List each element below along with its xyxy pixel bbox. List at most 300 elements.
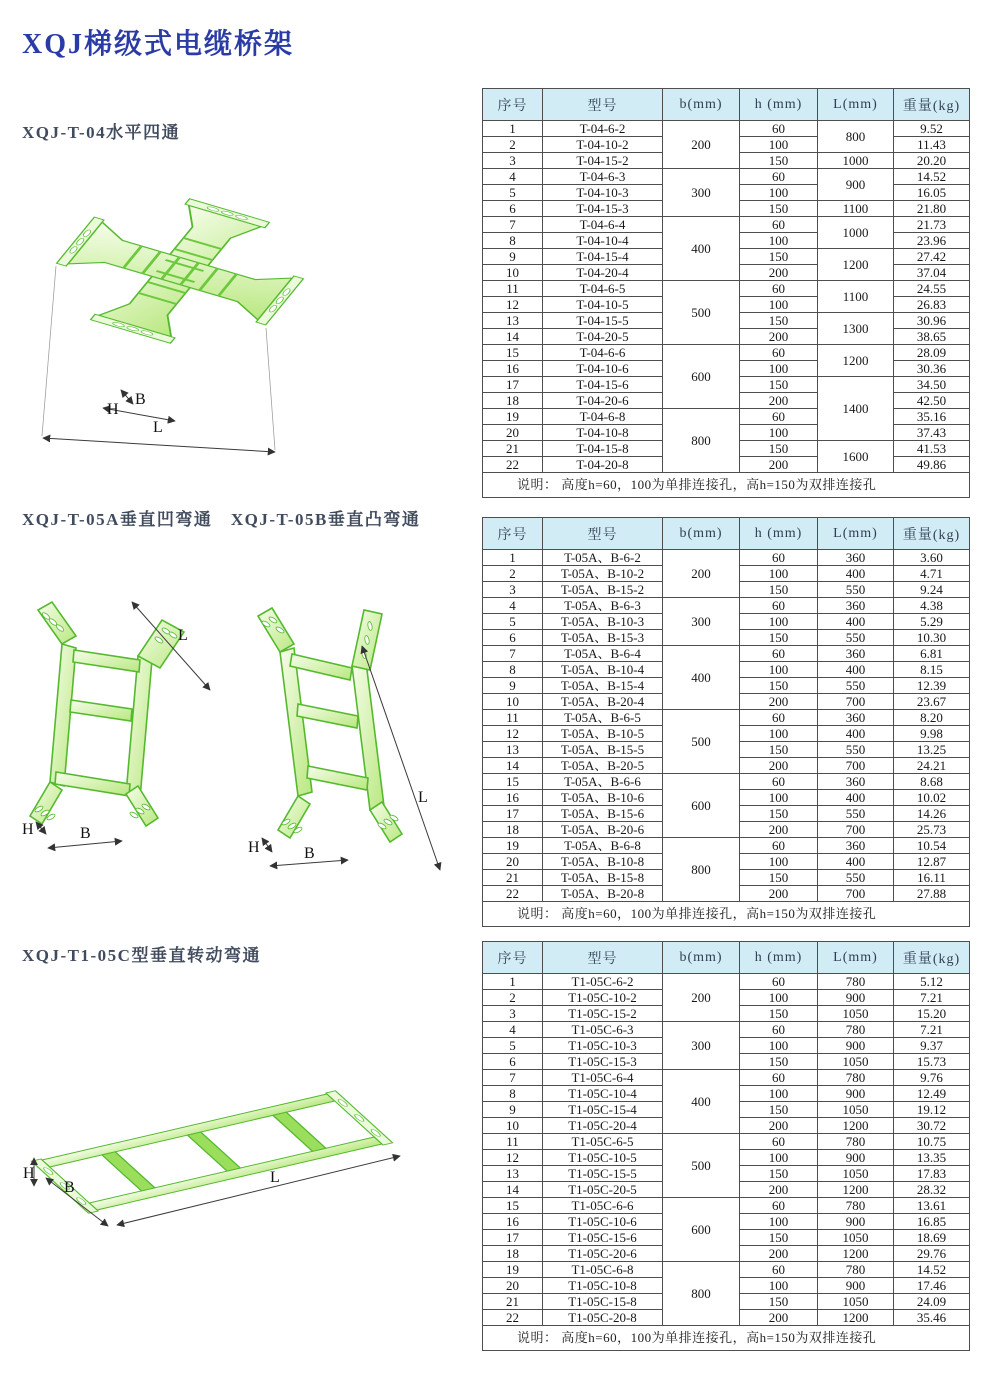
model-cell: T-04-20-8 [543,457,663,473]
model-cell: T-05A、B-10-5 [543,726,663,742]
weight-cell: 49.86 [894,457,970,473]
column-header: h (mm) [740,518,818,550]
weight-cell: 7.21 [894,990,970,1006]
index-cell: 18 [483,822,543,838]
weight-cell: 9.37 [894,1038,970,1054]
h-cell: 100 [740,990,818,1006]
index-cell: 18 [483,393,543,409]
model-cell: T-04-15-6 [543,377,663,393]
column-header: 重量(kg) [894,518,970,550]
l-cell: 550 [818,806,894,822]
l-cell: 1050 [818,1054,894,1070]
h-cell: 200 [740,393,818,409]
weight-cell: 13.35 [894,1150,970,1166]
ladder-body [31,1091,392,1213]
dim-label-b: B [135,391,146,408]
l-cell: 900 [818,1086,894,1102]
model-cell: T-05A、B-20-5 [543,758,663,774]
model-cell: T-05A、B-6-3 [543,598,663,614]
l-cell: 360 [818,550,894,566]
weight-cell: 19.12 [894,1102,970,1118]
l-cell: 700 [818,758,894,774]
dim-label-h: H [248,839,260,856]
dim-label-l: L [178,627,188,644]
table-row [483,838,970,854]
model-cell: T-05A、B-6-4 [543,646,663,662]
column-header: 序号 [483,89,543,121]
l-cell: 550 [818,742,894,758]
convex-dimensions [248,646,440,870]
l-cell: 900 [818,1278,894,1294]
diagram-four-way-cross [25,160,355,485]
table-row [483,217,970,233]
b-cell: 400 [663,217,740,281]
weight-cell: 13.25 [894,742,970,758]
b-cell: 300 [663,598,740,646]
index-cell: 13 [483,313,543,329]
h-cell: 200 [740,1246,818,1262]
model-cell: T1-05C-6-2 [543,974,663,990]
diagram-vertical-bends [12,580,452,910]
dim-label-l: L [270,1169,280,1186]
weight-cell: 10.02 [894,790,970,806]
model-cell: T-05A、B-15-3 [543,630,663,646]
h-cell: 150 [740,1294,818,1310]
l-cell: 360 [818,774,894,790]
index-cell: 10 [483,1118,543,1134]
cross-tray-body [26,180,334,363]
index-cell: 17 [483,1230,543,1246]
h-cell: 60 [740,1070,818,1086]
h-cell: 60 [740,838,818,854]
model-cell: T-05A、B-6-8 [543,838,663,854]
table-row [483,550,970,566]
dim-label-h: H [22,821,34,838]
table-note: 说明： 高度h=60，100为单排连接孔，高h=150为双排连接孔 [483,1326,970,1351]
index-cell: 6 [483,201,543,217]
b-cell: 800 [663,1262,740,1326]
weight-cell: 37.04 [894,265,970,281]
concave-bend-piece [30,602,184,826]
column-header: b(mm) [663,89,740,121]
index-cell: 1 [483,121,543,137]
l-cell: 1400 [818,377,894,441]
note-row [483,1326,970,1351]
h-cell: 60 [740,1134,818,1150]
section-heading-t1-05c: XQJ-T1-05C型垂直转动弯通 [22,946,261,965]
model-cell: T-04-6-3 [543,169,663,185]
h-cell: 60 [740,1262,818,1278]
h-cell: 150 [740,582,818,598]
l-cell: 1200 [818,1118,894,1134]
spec-table-t04 [482,88,970,498]
index-cell: 2 [483,566,543,582]
weight-cell: 35.46 [894,1310,970,1326]
weight-cell: 37.43 [894,425,970,441]
weight-cell: 6.81 [894,646,970,662]
h-cell: 60 [740,281,818,297]
index-cell: 5 [483,614,543,630]
l-cell: 360 [818,710,894,726]
weight-cell: 4.71 [894,566,970,582]
h-cell: 100 [740,614,818,630]
index-cell: 13 [483,1166,543,1182]
l-cell: 780 [818,1134,894,1150]
model-cell: T1-05C-20-4 [543,1118,663,1134]
model-cell: T-05A、B-20-6 [543,822,663,838]
model-cell: T-04-15-2 [543,153,663,169]
h-cell: 150 [740,249,818,265]
model-cell: T-04-10-3 [543,185,663,201]
weight-cell: 7.21 [894,1022,970,1038]
index-cell: 15 [483,1198,543,1214]
b-cell: 600 [663,345,740,409]
table-note: 说明： 高度h=60，100为单排连接孔，高h=150为双排连接孔 [483,473,970,498]
weight-cell: 21.73 [894,217,970,233]
weight-cell: 25.73 [894,822,970,838]
h-cell: 100 [740,790,818,806]
l-cell: 400 [818,854,894,870]
h-cell: 200 [740,1118,818,1134]
weight-cell: 23.96 [894,233,970,249]
model-cell: T1-05C-10-4 [543,1086,663,1102]
column-header: 型号 [543,942,663,974]
h-cell: 60 [740,710,818,726]
index-cell: 14 [483,1182,543,1198]
h-cell: 150 [740,1230,818,1246]
weight-cell: 29.76 [894,1246,970,1262]
weight-cell: 18.69 [894,1230,970,1246]
column-header: 重量(kg) [894,89,970,121]
l-cell: 700 [818,694,894,710]
weight-cell: 16.05 [894,185,970,201]
index-cell: 4 [483,598,543,614]
model-cell: T-04-10-6 [543,361,663,377]
index-cell: 9 [483,249,543,265]
index-cell: 12 [483,297,543,313]
index-cell: 7 [483,1070,543,1086]
weight-cell: 5.29 [894,614,970,630]
spec-table-t05ab [482,517,970,927]
index-cell: 18 [483,1246,543,1262]
index-cell: 1 [483,974,543,990]
h-cell: 100 [740,425,818,441]
model-cell: T1-05C-15-6 [543,1230,663,1246]
weight-cell: 12.87 [894,854,970,870]
l-cell: 1000 [818,153,894,169]
diagram-rotating-bend-ladder [22,1040,442,1310]
h-cell: 60 [740,646,818,662]
b-cell: 300 [663,169,740,217]
index-cell: 10 [483,694,543,710]
b-cell: 500 [663,281,740,345]
index-cell: 3 [483,153,543,169]
index-cell: 9 [483,1102,543,1118]
h-cell: 150 [740,678,818,694]
index-cell: 20 [483,1278,543,1294]
weight-cell: 16.11 [894,870,970,886]
h-cell: 100 [740,1086,818,1102]
h-cell: 200 [740,265,818,281]
index-cell: 3 [483,582,543,598]
b-cell: 200 [663,974,740,1022]
spec-table-t1-05c [482,941,970,1351]
h-cell: 60 [740,345,818,361]
l-cell: 780 [818,1070,894,1086]
model-cell: T1-05C-20-8 [543,1310,663,1326]
model-cell: T-04-20-4 [543,265,663,281]
l-cell: 900 [818,1214,894,1230]
l-cell: 360 [818,838,894,854]
h-cell: 200 [740,886,818,902]
h-cell: 60 [740,974,818,990]
l-cell: 1100 [818,201,894,217]
weight-cell: 14.26 [894,806,970,822]
h-cell: 60 [740,217,818,233]
column-header: h (mm) [740,942,818,974]
h-cell: 60 [740,1022,818,1038]
h-cell: 200 [740,1310,818,1326]
header-row [483,89,970,121]
l-cell: 1050 [818,1102,894,1118]
table-row [483,281,970,297]
weight-cell: 30.36 [894,361,970,377]
weight-cell: 21.80 [894,201,970,217]
index-cell: 8 [483,233,543,249]
table-row [483,1022,970,1038]
h-cell: 200 [740,329,818,345]
model-cell: T-04-6-4 [543,217,663,233]
index-cell: 16 [483,1214,543,1230]
weight-cell: 15.20 [894,1006,970,1022]
weight-cell: 9.76 [894,1070,970,1086]
table-row [483,409,970,425]
l-cell: 1050 [818,1166,894,1182]
h-cell: 60 [740,774,818,790]
dim-label-b: B [304,845,315,862]
index-cell: 14 [483,758,543,774]
l-cell: 1050 [818,1230,894,1246]
index-cell: 4 [483,169,543,185]
model-cell: T1-05C-20-5 [543,1182,663,1198]
model-cell: T1-05C-15-2 [543,1006,663,1022]
model-cell: T-04-10-4 [543,233,663,249]
h-cell: 60 [740,598,818,614]
model-cell: T-04-10-8 [543,425,663,441]
index-cell: 2 [483,990,543,1006]
dim-label-h: H [107,401,119,418]
weight-cell: 12.49 [894,1086,970,1102]
table-row [483,1070,970,1086]
l-cell: 780 [818,1022,894,1038]
index-cell: 19 [483,838,543,854]
index-cell: 16 [483,790,543,806]
index-cell: 9 [483,678,543,694]
h-cell: 150 [740,630,818,646]
weight-cell: 14.52 [894,169,970,185]
dim-label-b: B [64,1179,75,1196]
h-cell: 150 [740,1166,818,1182]
index-cell: 21 [483,441,543,457]
model-cell: T1-05C-10-6 [543,1214,663,1230]
table-row [483,121,970,137]
index-cell: 15 [483,345,543,361]
h-cell: 100 [740,185,818,201]
h-cell: 200 [740,822,818,838]
index-cell: 12 [483,1150,543,1166]
model-cell: T-05A、B-15-8 [543,870,663,886]
table-row [483,710,970,726]
dim-label-l: L [418,789,428,806]
table-row [483,169,970,185]
b-cell: 200 [663,121,740,169]
note-row [483,473,970,498]
model-cell: T-04-10-5 [543,297,663,313]
l-cell: 1200 [818,249,894,281]
h-cell: 150 [740,153,818,169]
l-cell: 550 [818,870,894,886]
header-row [483,942,970,974]
column-header: L(mm) [818,518,894,550]
h-cell: 150 [740,313,818,329]
model-cell: T1-05C-6-8 [543,1262,663,1278]
model-cell: T-04-15-5 [543,313,663,329]
l-cell: 1200 [818,345,894,377]
model-cell: T1-05C-10-3 [543,1038,663,1054]
h-cell: 100 [740,1150,818,1166]
weight-cell: 41.53 [894,441,970,457]
weight-cell: 27.42 [894,249,970,265]
weight-cell: 9.52 [894,121,970,137]
b-cell: 800 [663,409,740,473]
note-row [483,902,970,927]
model-cell: T-05A、B-15-6 [543,806,663,822]
b-cell: 500 [663,1134,740,1198]
weight-cell: 9.24 [894,582,970,598]
index-cell: 11 [483,1134,543,1150]
b-cell: 500 [663,710,740,774]
weight-cell: 15.73 [894,1054,970,1070]
section-heading-t05ab: XQJ-T-05A垂直凹弯通 XQJ-T-05B垂直凸弯通 [22,510,421,529]
l-cell: 700 [818,822,894,838]
convex-bend-piece [258,608,402,842]
table-row [483,1134,970,1150]
b-cell: 800 [663,838,740,902]
table-row [483,1198,970,1214]
l-cell: 360 [818,646,894,662]
weight-cell: 42.50 [894,393,970,409]
h-cell: 200 [740,1182,818,1198]
l-cell: 1200 [818,1182,894,1198]
weight-cell: 10.30 [894,630,970,646]
b-cell: 400 [663,646,740,710]
model-cell: T1-05C-10-8 [543,1278,663,1294]
model-cell: T-05A、B-10-3 [543,614,663,630]
section-heading-t04: XQJ-T-04水平四通 [22,123,181,142]
model-cell: T-05A、B-20-8 [543,886,663,902]
dim-label-h: H [23,1165,35,1182]
weight-cell: 24.21 [894,758,970,774]
l-cell: 400 [818,726,894,742]
l-cell: 1200 [818,1310,894,1326]
index-cell: 15 [483,774,543,790]
page-title: XQJ梯级式电缆桥架 [22,29,295,60]
h-cell: 100 [740,1038,818,1054]
l-cell: 1300 [818,313,894,345]
weight-cell: 30.96 [894,313,970,329]
index-cell: 20 [483,425,543,441]
model-cell: T-05A、B-15-2 [543,582,663,598]
weight-cell: 23.67 [894,694,970,710]
index-cell: 5 [483,185,543,201]
model-cell: T1-05C-15-3 [543,1054,663,1070]
l-cell: 780 [818,1262,894,1278]
model-cell: T-05A、B-6-6 [543,774,663,790]
weight-cell: 8.15 [894,662,970,678]
h-cell: 60 [740,121,818,137]
l-cell: 400 [818,566,894,582]
l-cell: 360 [818,598,894,614]
model-cell: T1-05C-15-5 [543,1166,663,1182]
model-cell: T1-05C-15-8 [543,1294,663,1310]
weight-cell: 26.83 [894,297,970,313]
model-cell: T-05A、B-20-4 [543,694,663,710]
model-cell: T-05A、B-10-4 [543,662,663,678]
h-cell: 200 [740,694,818,710]
index-cell: 20 [483,854,543,870]
index-cell: 21 [483,1294,543,1310]
l-cell: 800 [818,121,894,153]
l-cell: 400 [818,662,894,678]
b-cell: 600 [663,774,740,838]
model-cell: T1-05C-6-6 [543,1198,663,1214]
weight-cell: 8.68 [894,774,970,790]
model-cell: T-04-6-8 [543,409,663,425]
model-cell: T1-05C-6-5 [543,1134,663,1150]
weight-cell: 4.38 [894,598,970,614]
weight-cell: 16.85 [894,1214,970,1230]
weight-cell: 13.61 [894,1198,970,1214]
h-cell: 150 [740,806,818,822]
dim-label-b: B [80,825,91,842]
index-cell: 11 [483,281,543,297]
h-cell: 100 [740,566,818,582]
index-cell: 16 [483,361,543,377]
column-header: h (mm) [740,89,818,121]
column-header: b(mm) [663,942,740,974]
index-cell: 21 [483,870,543,886]
column-header: 型号 [543,518,663,550]
model-cell: T-04-20-5 [543,329,663,345]
weight-cell: 10.75 [894,1134,970,1150]
index-cell: 5 [483,1038,543,1054]
h-cell: 200 [740,457,818,473]
l-cell: 1050 [818,1294,894,1310]
index-cell: 14 [483,329,543,345]
h-cell: 100 [740,233,818,249]
model-cell: T-04-20-6 [543,393,663,409]
h-cell: 100 [740,1214,818,1230]
h-cell: 150 [740,377,818,393]
model-cell: T-05A、B-15-4 [543,678,663,694]
h-cell: 150 [740,1102,818,1118]
h-cell: 100 [740,854,818,870]
weight-cell: 20.20 [894,153,970,169]
dimension-lines [23,1156,400,1226]
l-cell: 550 [818,678,894,694]
index-cell: 8 [483,1086,543,1102]
weight-cell: 38.65 [894,329,970,345]
